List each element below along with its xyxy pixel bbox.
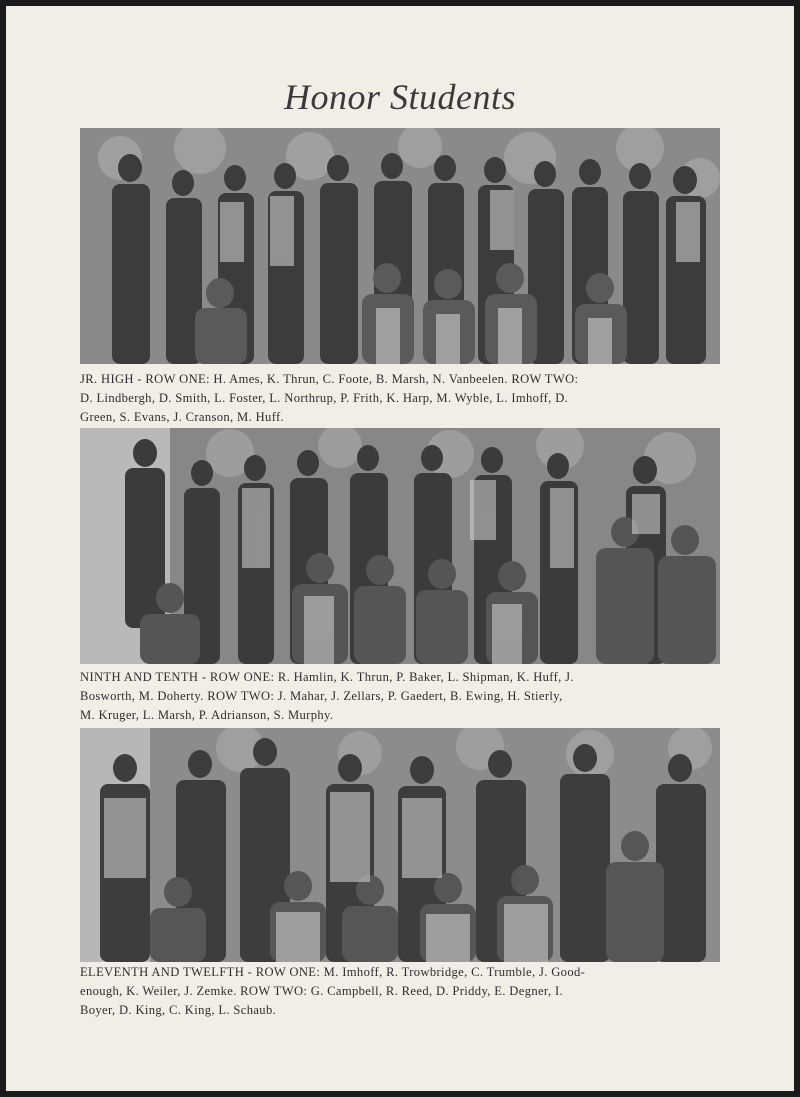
caption-line: enough, K. Weiler, J. Zemke. ROW TWO: G. Campbell, R. Reed, D. Priddy, E. Degner, I. [80,984,564,998]
caption-line: ELEVENTH AND TWELFTH - ROW ONE: M. Imhoff, R. Trowbridge, C. Trumble, J. Good- [80,965,586,979]
caption-line: M. Kruger, L. Marsh, P. Adrianson, S. Murphy. [80,708,334,722]
caption-line: Green, S. Evans, J. Cranson, M. Huff. [80,410,285,424]
caption-line: NINTH AND TENTH - ROW ONE: R. Hamlin, K. Thrun, P. Baker, L. Shipman, K. Huff, J. [80,670,574,684]
caption-eleventh-twelfth [80,963,720,1020]
caption-jr-high [80,370,720,427]
photo-jr-high [80,128,720,364]
caption-line: D. Lindbergh, D. Smith, L. Foster, L. Northrup, P. Frith, K. Harp, M. Wyble, L. Imhoff, D. [80,391,569,405]
caption-line: Bosworth, M. Doherty. ROW TWO: J. Mahar, J. Zellars, P. Gaedert, B. Ewing, H. Stierly, [80,689,563,703]
caption-line: Boyer, D. King, C. King, L. Schaub. [80,1003,277,1017]
yearbook-page [6,6,794,1091]
caption-ninth-tenth [80,668,720,725]
photo-eleventh-twelfth [80,728,720,962]
photo-ninth-tenth [80,428,720,664]
caption-line: JR. HIGH - ROW ONE: H. Ames, K. Thrun, C. Foote, B. Marsh, N. Vanbeelen. ROW TWO: [80,372,579,386]
page-title: Honor Students [284,77,516,117]
